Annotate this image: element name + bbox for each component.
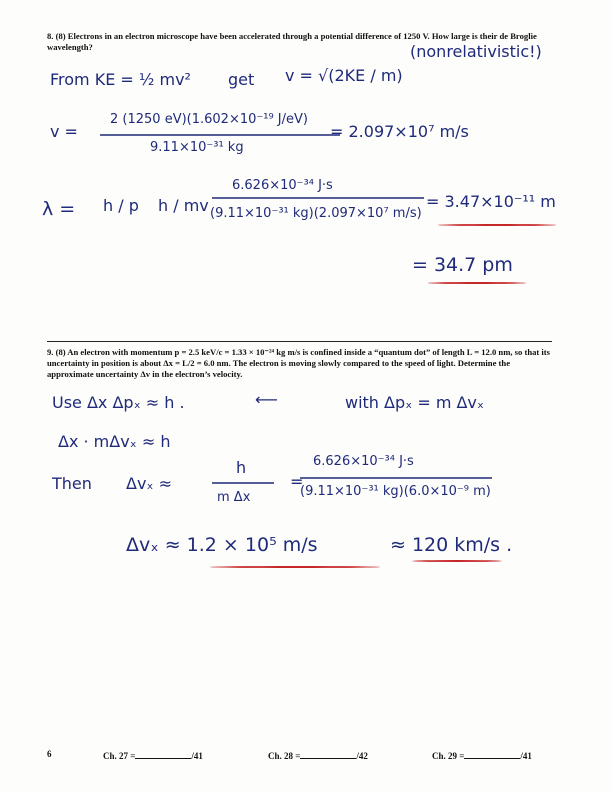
substituted-relation: Δx · mΔvₓ ≈ h [58,432,171,451]
ch29-score [432,749,532,761]
delta-v-result: Δvₓ ≈ 1.2 × 10⁵ m/s [126,534,318,556]
ch28-label: Ch. 28 = [268,751,301,761]
lambda-result-underline [438,224,556,226]
delta-v-denominator: (9.11×10⁻³¹ kg)(6.0×10⁻⁹ m) [300,484,491,499]
ch27-label: Ch. 27 = [103,751,136,761]
velocity-numerator: 2 (1250 eV)(1.602×10⁻¹⁹ J/eV) [110,112,308,127]
section-divider [47,341,552,342]
problem-9-prompt: 9. (8) An electron with momentum p = 2.5 keV/c = 1.33 × 10⁻²⁴ kg m/s is confined inside a “quantum dot” of length L = 12.0 nm, so that its uncertainty in position is about Δx = L/2 = 6.0 nm. The electron is moving slowly compared to the speed of light. Determine the approximate uncertainty Δv in the electron’s velocity. [47,347,550,379]
ch27-blank[interactable] [135,749,191,759]
ch29-label: Ch. 29 = [432,751,465,761]
lambda-numerator: 6.626×10⁻³⁴ J·s [232,178,333,193]
ke-formula: From KE = ½ mv² [50,70,191,89]
then-word: Then [52,474,92,493]
nonrelativistic-note: (nonrelativistic!) [410,42,542,61]
ch27-total: /41 [191,751,203,761]
lambda-denominator: (9.11×10⁻³¹ kg)(2.097×10⁷ m/s) [210,206,422,221]
velocity-denominator: 9.11×10⁻³¹ kg [150,140,244,155]
arrow-icon: ⟵ [255,390,278,409]
equals-sign: = [290,472,304,491]
uncertainty-principle: Use Δx Δpₓ ≈ h . [52,393,185,412]
lambda-fraction-bar [212,194,432,202]
velocity-formula: v = √(2KE / m) [285,66,403,85]
velocity-result: = 2.097×10⁷ m/s [330,122,469,141]
h-fraction-bar [212,479,282,487]
ch28-total: /42 [356,751,368,761]
ch28-blank[interactable] [300,749,356,759]
get-word: get [228,70,255,89]
lambda-h-over-p: h / p [103,196,139,215]
lambda-picometers: = 34.7 pm [412,254,513,276]
picometers-underline [428,282,526,284]
velocity-lhs: v = [50,122,78,141]
kms-underline [412,560,502,562]
ch29-blank[interactable] [464,749,520,759]
ch27-score [103,749,203,761]
delta-v-kms: ≈ 120 km/s . [390,534,513,556]
ch29-total: /41 [520,751,532,761]
delta-v-fraction-bar [300,474,500,482]
page-number: 6 [47,749,52,759]
m-delta-x: m Δx [217,490,251,505]
delta-v-result-underline [210,566,380,568]
delta-v-lhs: Δvₓ ≈ [126,474,173,493]
h-numerator: h [236,458,247,477]
lambda-h-over-mv: h / mv [158,196,209,215]
lambda-result: = 3.47×10⁻¹¹ m [426,192,556,211]
lambda-lhs: λ = [42,198,76,220]
problem-8-prompt: 8. (8) Electrons in an electron microscope have been accelerated through a potential difference of 1250 V. How large is their de Broglie wavelength? [47,31,537,52]
ch28-score [268,749,368,761]
momentum-relation: with Δpₓ = m Δvₓ [345,393,484,412]
velocity-fraction-bar [100,131,350,139]
delta-v-numerator: 6.626×10⁻³⁴ J·s [313,454,414,469]
